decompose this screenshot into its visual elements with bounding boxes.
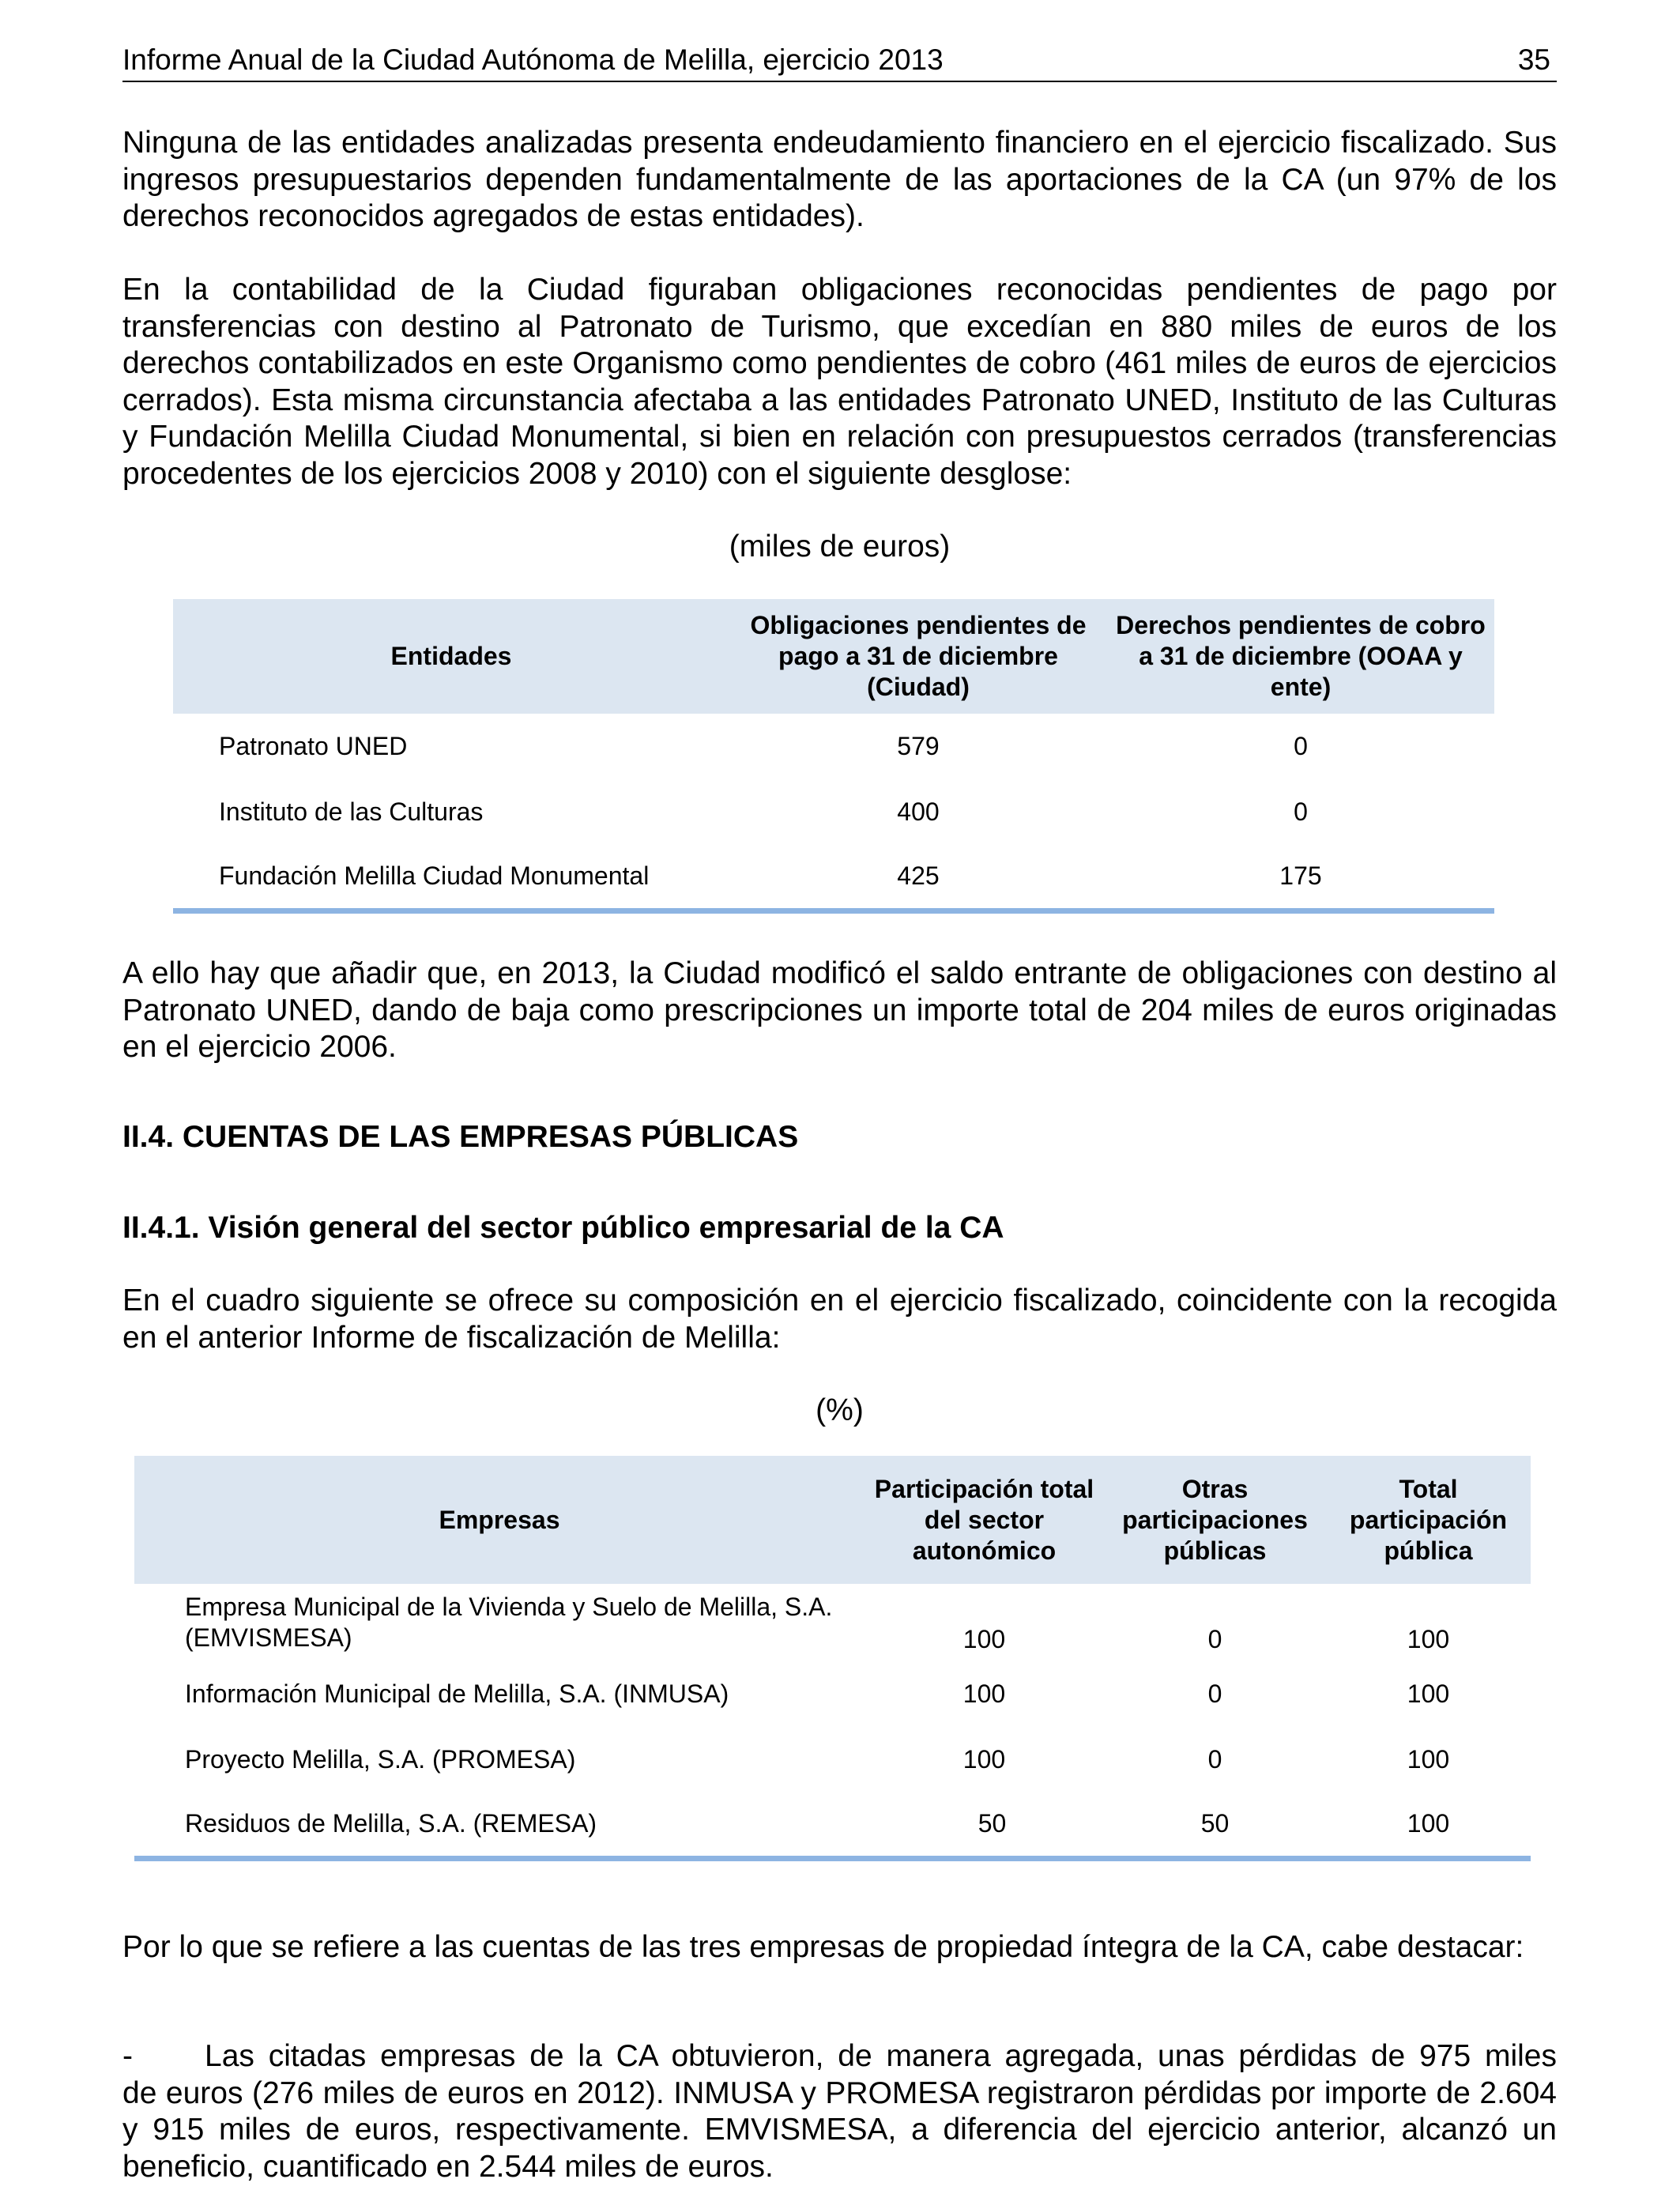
column-header: Participación total del sector autonómico [864, 1456, 1104, 1584]
total-share: 100 [1407, 1625, 1450, 1653]
total-share: 100 [1407, 1679, 1450, 1708]
other-share: 50 [1200, 1809, 1230, 1838]
subsection-heading: II.4.1. Visión general del sector público empresarial de la CA [122, 1211, 1004, 1245]
table-row [173, 779, 1494, 845]
table-row [173, 845, 1494, 910]
section-heading: II.4. CUENTAS DE LAS EMPRESAS PÚBLICAS [122, 1120, 799, 1154]
obligations-value: 425 [897, 861, 940, 891]
rights-value: 175 [1279, 861, 1322, 891]
column-header: Entidades [173, 599, 729, 714]
entity-name: Patronato UNED [219, 732, 408, 760]
bullet-continuation: de euros (276 miles de euros en 2012). INMUSA y PROMESA registraron pérdidas por importe de 2.604 y 915 miles de euros, respectivamente. EMVISMESA, a diferencia del ejercicio anterior, alcanzó un beneficio, cuantificado en 2.544 miles de euros. [122, 2075, 1557, 2184]
other-share: 0 [1207, 1679, 1222, 1708]
table-header-row [134, 1456, 1531, 1584]
header-title: Informe Anual de la Ciudad Autónoma de Melilla, ejercicio 2013 [122, 43, 944, 76]
autonomous-share: 50 [977, 1809, 1007, 1838]
table1-unit-label: (miles de euros) [729, 530, 951, 564]
paragraph-composition: En el cuadro siguiente se ofrece su composición en el ejercicio fiscalizado, coincidente con la recogida en el anterior Informe de fiscalización de Melilla: [122, 1284, 1557, 1355]
obligations-value: 579 [897, 732, 940, 760]
company-name: Residuos de Melilla, S.A. (REMESA) [185, 1809, 597, 1838]
table-row [134, 1584, 1531, 1661]
bullet-first-line-text: Las citadas empresas de la CA obtuvieron, de manera agregada, unas pérdidas de 975 miles [205, 2039, 1557, 2073]
column-header: Obligaciones pendientes de pago a 31 de diciembre (Ciudad) [729, 599, 1107, 714]
paragraph-integral-companies: Por lo que se refiere a las cuentas de las tres empresas de propiedad íntegra de la CA, cabe destacar: [122, 1930, 1524, 1964]
table-row [173, 714, 1494, 779]
document-page [122, 0, 1557, 2194]
bullet-first-line [122, 2038, 1557, 2075]
autonomous-share: 100 [962, 1625, 1006, 1653]
paragraph-obligations: En la contabilidad de la Ciudad figuraban obligaciones reconocidas pendientes de pago por transferencias con destino al Patronato de Turismo, que excedían en 880 miles de euros de los derechos contabilizados en este Organismo como pendientes de cobro (461 miles de euros de ejercicios cerrados). Esta misma circunstancia afectaba a las entidades Patronato UNED, Instituto de las Culturas y Fundación Melilla Ciudad Monumental, si bien en relación con presupuestos cerrados (transferencias procedentes de los ejercicios 2008 y 2010) con el siguiente desglose: [122, 273, 1557, 491]
bullet-dash: - [122, 2039, 133, 2073]
entity-name: Instituto de las Culturas [219, 797, 484, 826]
obligations-table [173, 599, 1494, 914]
table2-unit-label: (%) [816, 1393, 864, 1427]
total-share: 100 [1407, 1809, 1450, 1838]
running-header [122, 38, 1557, 82]
table-row [134, 1661, 1531, 1727]
entity-name: Fundación Melilla Ciudad Monumental [219, 861, 650, 891]
table-row [134, 1793, 1531, 1858]
table-row [134, 1727, 1531, 1793]
paragraph-uned: A ello hay que añadir que, en 2013, la Ciudad modificó el saldo entrante de obligaciones con destino al Patronato UNED, dando de baja como prescripciones un importe total de 204 miles de euros originadas en el ejercicio 2006. [122, 956, 1557, 1064]
page-number: 35 [1517, 43, 1550, 76]
company-name: Empresa Municipal de la Vivienda y Suelo de Melilla, S.A. (EMVISMESA) [185, 1593, 833, 1652]
company-name: Información Municipal de Melilla, S.A. (INMUSA) [185, 1679, 729, 1708]
other-share: 0 [1207, 1745, 1222, 1774]
obligations-value: 400 [897, 797, 940, 826]
column-header: Total participación pública [1326, 1456, 1531, 1584]
rights-value: 0 [1294, 797, 1308, 826]
companies-table [134, 1456, 1531, 1861]
column-header: Derechos pendientes de cobro a 31 de diciembre (OOAA y ente) [1107, 599, 1494, 714]
column-header: Empresas [134, 1456, 864, 1584]
table-header-row [173, 599, 1494, 714]
column-header: Otras participaciones públicas [1104, 1456, 1326, 1584]
company-name: Proyecto Melilla, S.A. (PROMESA) [185, 1745, 576, 1774]
bullet-losses [122, 2038, 1557, 2185]
rights-value: 0 [1294, 732, 1308, 760]
autonomous-share: 100 [962, 1679, 1006, 1708]
autonomous-share: 100 [962, 1745, 1006, 1774]
paragraph-debt: Ninguna de las entidades analizadas presenta endeudamiento financiero en el ejercicio fiscalizado. Sus ingresos presupuestarios dependen fundamentalmente de las aportaciones de la CA (un 97% de los derechos reconocidos agregados de estas entidades). [122, 126, 1557, 233]
total-share: 100 [1407, 1745, 1450, 1774]
other-share: 0 [1207, 1625, 1222, 1653]
